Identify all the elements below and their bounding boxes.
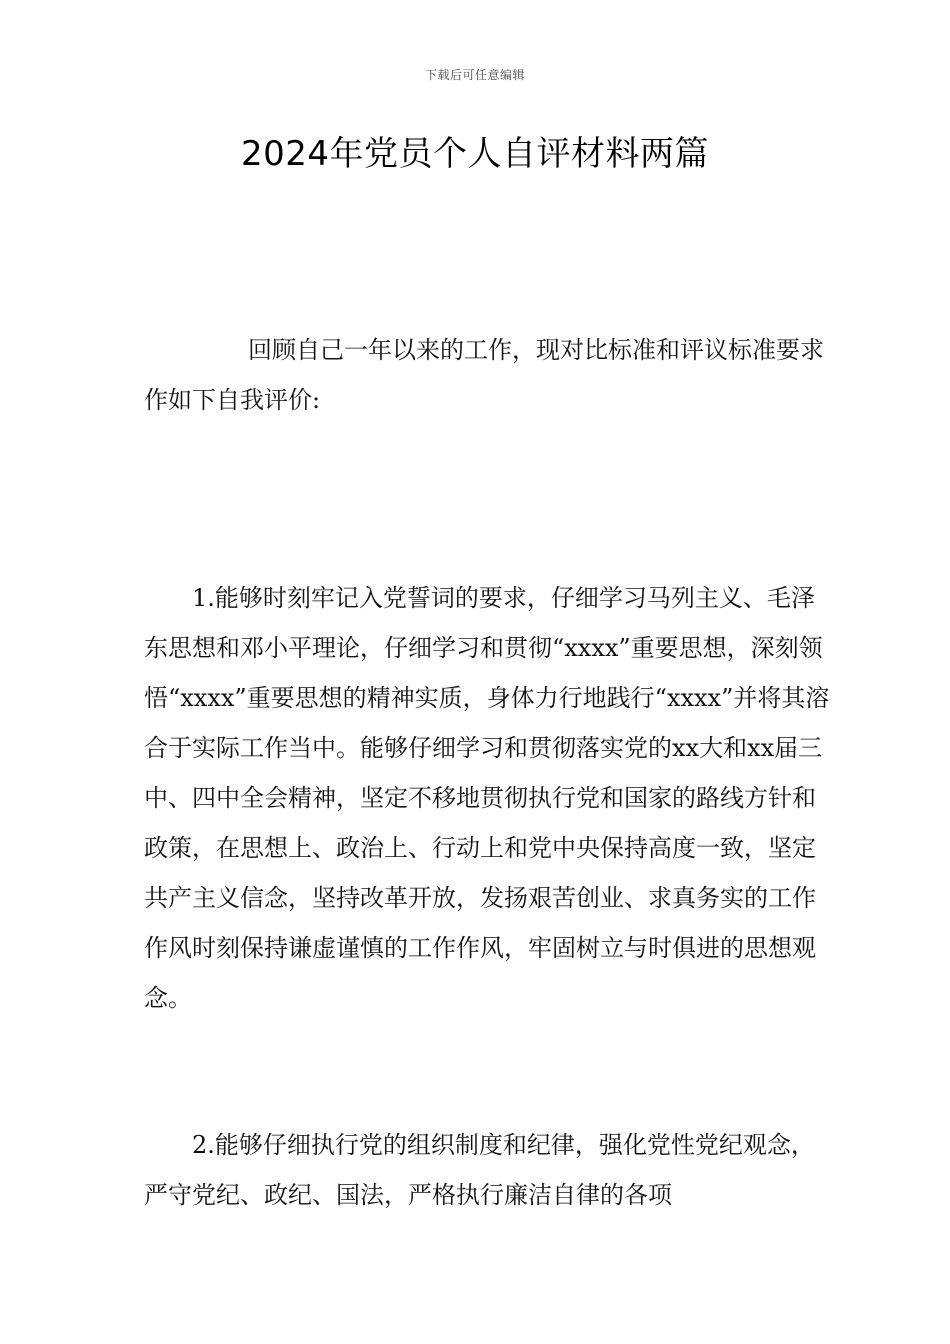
paragraph-1: 1.能够时刻牢记入党誓词的要求，仔细学习马列主义、毛泽东思想和邓小平理论，仔细学习和贯彻“xxxx”重要思想，深刻领悟“xxxx”重要思想的精神实质，身体力行地践行“xxxx”并将其溶合于实际工作当中。能够仔细学习和贯彻落实党的xx大和xx届三中、四中全会精神，坚定不移地贯彻执行党和国家的路线方针和政策，在思想上、政治上、行动上和党中央保持高度一致，坚定共产主义信念，坚持改革开放，发扬艰苦创业、求真务实的工作作风时刻保持谦虚谨慎的工作作风，牢固树立与时俱进的思想观念。 [144, 584, 830, 1012]
intro-paragraph: 回顾自己一年以来的工作，现对比标准和评议标准要求作如下自我评价: [144, 336, 824, 414]
paragraph-2: 2.能够仔细执行党的组织制度和纪律，强化党性党纪观念，严守党纪、政纪、国法，严格执行廉洁自律的各项 [144, 1131, 815, 1209]
header-note: 下载后可任意编辑 [424, 68, 525, 82]
document-title: 2024年党员个人自评材料两篇 [240, 134, 710, 174]
